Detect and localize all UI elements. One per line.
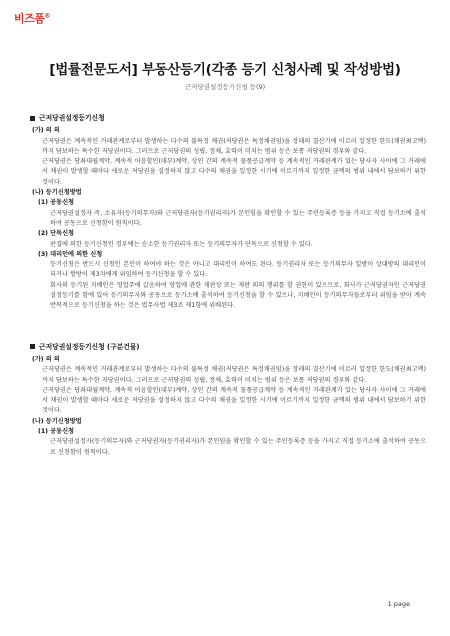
subheading-single: (2) 단독신청 [38, 230, 75, 238]
subheading-meaning: (가) 의 의 [32, 355, 60, 363]
section-heading-text: 근저당권설정등기신청 [39, 114, 105, 122]
subheading-joint: (1) 공동신청 [38, 428, 75, 436]
paragraph: 근저당권설정자 즉, 소유자(등기의무자)와 근저당권자(등기권리자)가 본인임을 확인할 수 있는 주민등록증 등을 가지고 직접 등기소에 출석하여 공동으로 신청함이 원칙이다. [50, 209, 426, 227]
document-body [30, 113, 426, 458]
section-heading [30, 113, 426, 123]
paragraph: 회사의 등기된 지배인은 영업주에 갈음하여 영업에 관한 재판상 또는 재판 외의 행위를 할 권한이 있으므로, 회사가 근저당권자인 근저당권설정등기를 함에 있어 등기의무자와 공동으로 등기소에 출석하여 등기신청을 할 수 있으나, 지배인이 등기의무자들로부터 위임을 받아 계속 반복적으로 등기신청을 하는 것은 법무사법 제3조 제1항에 위배된다. [50, 281, 426, 310]
paragraph: 근저당권은 계속적인 거래관계로부터 발생하는 다수의 불특정 채권(저당권은 특정채권임)을 장래의 결산기에 이르러 일정한 한도(채권최고액)까지 담보하는 특수한 저당권이다. 그러므로 근저당권의 성립, 정체, 효력이 미치는 범위 등은 보통 저당권의 경우와 같다. [42, 366, 426, 384]
subheading-meaning: (가) 의 의 [32, 127, 60, 135]
section-heading [30, 342, 426, 352]
paragraph: 판결에 의한 등기신청인 경우에는 승소한 등기권리자 또는 등기의무자가 단독으로 신청할 수 있다. [50, 240, 313, 248]
bizform-logo [14, 10, 50, 26]
paragraph: 근저당권은 당좌대월계약, 계속적 어음할인(대부)계약, 상인 간의 계속적 물품공급계약 등 계속적인 거래관계가 있는 당사자 사이에 그 거래에서 채권이 발생할 때마다 새로운 저당권을 설정하지 않고 다수의 채권을 일정한 시기에 이르기까지 일정한 금액의 범위 내에서 담보하기 위한 것이다. [42, 386, 426, 415]
document-subtitle: 근저당권설정등기신청 등(9) [184, 83, 266, 91]
square-bullet-icon [30, 344, 35, 349]
logo-mark: ® [44, 12, 50, 20]
paragraph: 등기신청은 반드시 신청인 본인이 하여야 하는 것은 아니고 대리인이 하여도 된다. 등기권리자 또는 등기의무자 일방이 상대방의 대리인이 되거나 쌍방이 제3자에게 위임하여 등기신청을 할 수 있다. [50, 261, 426, 279]
paragraph: 근저당권은 계속적인 거래관계로부터 발생하는 다수의 불특정 채권(저당권은 특정채권임)을 장래의 결산기에 이르러 일정한 한도(채권최고액)까지 담보하는 특수한 저당권이다. 그러므로 근저당권의 성립, 정체, 효력이 미치는 범위 등은 보통 저당권의 경우와 같다. [42, 137, 426, 155]
section-heading-text: 근저당권설정등기신청 (구분건물) [39, 342, 140, 351]
document-title: [법률전문도서] 부동산등기(각종 등기 신청사례 및 작성방법) [49, 62, 401, 78]
page-number: 1 page [387, 600, 410, 608]
paragraph: 근저당권은 당좌대월계약, 계속적 어음할인(대부)계약, 상인 간의 계속적 물품공급계약 등 계속적인 거래관계가 있는 당사자 사이에 그 거래에서 채권이 발생할 때마다 새로운 저당권을 설정하지 않고 다수의 채권을 일정한 시기에 이르기까지 일정한 금액의 범위 내에서 담보하기 위한 것이다. [42, 158, 426, 186]
subheading-method: (나) 등기신청방법 [32, 417, 82, 425]
subheading-agent: (3) 대리인에 의한 신청 [38, 250, 103, 258]
paragraph: 근저당권설정자(등기의무자)와 근저당권자(등기권리자)가 본인임을 확인할 수 있는 주민등록증 등을 가지고 직접 등기소에 출석하여 공동으로 신청함이 원칙이다. [50, 438, 426, 456]
logo-text: 비즈폼 [14, 12, 45, 25]
subheading-joint: (1) 공동신청 [38, 199, 75, 207]
subheading-method: (나) 등기신청방법 [32, 189, 82, 197]
square-bullet-icon [30, 116, 35, 121]
